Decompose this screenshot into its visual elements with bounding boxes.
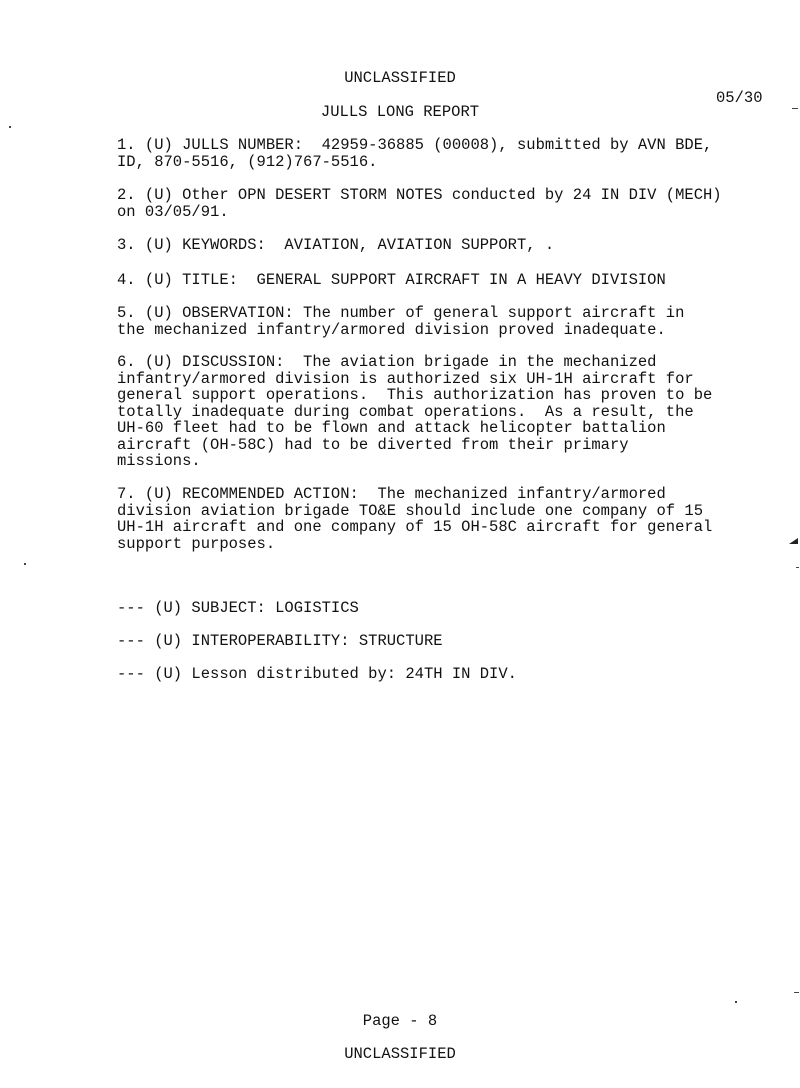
item-recommended-action: 7. (U) RECOMMENDED ACTION: The mechanized infantry/armored division aviation brigade TO&E should include one company of 15 UH-1H aircraft and one company of 15 OH-58C aircraft for general support purposes.	[117, 485, 713, 553]
scan-mark	[796, 567, 799, 568]
bottom-classification-marking: UNCLASSIFIED	[344, 1045, 456, 1063]
footnote-interoperability: --- (U) INTEROPERABILITY: STRUCTURE	[117, 632, 443, 650]
footnote-distribution: --- (U) Lesson distributed by: 24TH IN DIV.	[117, 665, 517, 683]
item-julls-number: 1. (U) JULLS NUMBER: 42959-36885 (00008), submitted by AVN BDE, ID, 870-5516, (912)767-5516.	[117, 136, 713, 171]
item-keywords: 3. (U) KEYWORDS: AVIATION, AVIATION SUPPORT, .	[117, 236, 555, 254]
top-classification-marking: UNCLASSIFIED	[344, 69, 456, 87]
scan-mark	[735, 1001, 737, 1003]
page-reference: 05/30	[716, 89, 763, 107]
item-title: 4. (U) TITLE: GENERAL SUPPORT AIRCRAFT IN A HEAVY DIVISION	[117, 271, 666, 289]
scan-mark	[24, 563, 26, 565]
report-title: JULLS LONG REPORT	[320, 103, 480, 121]
scan-mark	[789, 538, 798, 544]
item-observation: 5. (U) OBSERVATION: The number of general support aircraft in the mechanized infantry/armored division proved inadequate.	[117, 304, 685, 339]
scan-mark	[9, 126, 11, 128]
item-other-notes: 2. (U) Other OPN DESERT STORM NOTES conducted by 24 IN DIV (MECH) on 03/05/91.	[117, 186, 722, 221]
scan-mark	[792, 108, 798, 109]
footnote-subject: --- (U) SUBJECT: LOGISTICS	[117, 599, 359, 617]
item-discussion: 6. (U) DISCUSSION: The aviation brigade in the mechanized infantry/armored division is authorized six UH-1H aircraft for general support operations. This authorization has proven to be totally inadequate during combat operations. As a result, the UH-60 fleet had to be flown and attack helicopter battalion aircraft (OH-58C) had to be diverted from their primary missions.	[117, 353, 713, 470]
scan-mark	[794, 992, 799, 993]
footer-page-number: Page - 8	[362, 1012, 438, 1030]
